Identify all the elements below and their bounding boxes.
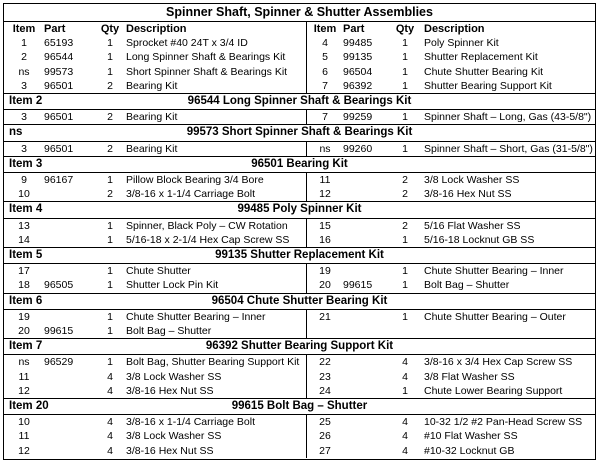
- item-cell: 25: [319, 416, 331, 429]
- qty-cell: Qty: [100, 23, 120, 35]
- part-cell: [44, 219, 102, 233]
- part-cell: 99615: [343, 279, 373, 292]
- section-title: 96392 Shutter Bearing Support Kit: [205, 340, 394, 353]
- section-header: [4, 201, 595, 217]
- item-cell: Item: [12, 23, 36, 35]
- description-cell: 3/8-16 x 1-1/4 Carriage Bolt: [126, 416, 255, 429]
- description-cell: 3/8 Flat Washer SS: [424, 370, 515, 383]
- part-cell: 99615: [44, 325, 74, 337]
- description-cell: 3/8 Lock Washer SS: [126, 430, 222, 443]
- section-header: [4, 293, 595, 309]
- parts-table: [3, 3, 596, 460]
- qty-cell: 1: [107, 37, 113, 50]
- part-cell: [44, 415, 102, 429]
- qty-cell: 2: [402, 188, 408, 201]
- qty-cell: 4: [402, 356, 408, 369]
- section-header: [4, 124, 595, 140]
- table-row: [4, 354, 595, 369]
- part-cell: 96505: [44, 279, 74, 292]
- description-cell: #10-32 Locknut GB: [424, 444, 515, 457]
- section-item-label: Item 4: [9, 203, 43, 216]
- description-cell: Description: [126, 23, 187, 35]
- part-cell: [44, 444, 102, 458]
- description-cell: 3/8 Lock Washer SS: [424, 174, 520, 186]
- item-cell: 1: [21, 37, 27, 50]
- item-cell: 3: [21, 79, 27, 92]
- description-cell: 3/8-16 x 3/4 Hex Cap Screw SS: [424, 356, 573, 369]
- part-cell: [343, 384, 399, 398]
- part-cell: [44, 370, 102, 384]
- part-cell: [343, 264, 399, 278]
- item-cell: 10: [18, 416, 30, 429]
- item-cell: 2: [21, 51, 27, 64]
- section-header: [4, 156, 595, 172]
- qty-cell: 1: [402, 65, 408, 78]
- item-cell: 17: [18, 265, 30, 278]
- part-cell: 99259: [343, 111, 373, 124]
- table-row: [4, 309, 595, 324]
- description-cell: #10 Flat Washer SS: [424, 430, 518, 443]
- section-item-label: Item 6: [9, 294, 43, 307]
- part-cell: [44, 429, 102, 443]
- qty-cell: 1: [402, 51, 408, 64]
- part-cell: [343, 310, 399, 324]
- section-item-label: Item 2: [9, 95, 43, 107]
- qty-cell: 4: [107, 430, 113, 443]
- description-cell: 3/8 Lock Washer SS: [126, 370, 222, 383]
- item-cell: 12: [18, 384, 30, 397]
- table-row: [4, 444, 595, 458]
- description-cell: Sprocket #40 24T x 3/4 ID: [126, 37, 248, 50]
- section-title: 99573 Short Spinner Shaft & Bearings Kit: [186, 126, 413, 139]
- description-cell: Shutter Lock Pin Kit: [126, 279, 219, 292]
- item-cell: 11: [18, 430, 30, 443]
- table-row: [4, 414, 595, 429]
- part-cell: 99573: [44, 65, 74, 78]
- qty-cell: 4: [107, 384, 113, 397]
- item-cell: 4: [322, 37, 328, 50]
- item-cell: 3: [21, 142, 27, 155]
- part-cell: [44, 233, 102, 247]
- part-cell: [343, 444, 399, 458]
- section-header: [4, 338, 595, 354]
- item-cell: 11: [319, 174, 331, 186]
- column-divider: [306, 172, 307, 201]
- section-title: 96504 Chute Shutter Bearing Kit: [211, 294, 388, 307]
- part-cell: [343, 415, 399, 429]
- qty-cell: 1: [107, 325, 113, 337]
- description-cell: Shutter Bearing Support Kit: [424, 79, 552, 92]
- section-item-label: Item 20: [9, 400, 49, 412]
- item-cell: 12: [18, 444, 30, 457]
- description-cell: Chute Shutter Bearing – Inner: [424, 265, 564, 278]
- section-title: 99615 Bolt Bag – Shutter: [231, 400, 368, 412]
- part-cell: 96501: [44, 79, 74, 92]
- qty-cell: 1: [402, 310, 408, 323]
- item-cell: 10: [18, 188, 30, 201]
- description-cell: Chute Shutter Bearing – Inner: [126, 310, 266, 323]
- item-cell: 9: [21, 174, 27, 186]
- item-cell: ns: [18, 356, 30, 369]
- part-cell: [44, 187, 102, 201]
- qty-cell: 4: [402, 416, 408, 429]
- qty-cell: 1: [107, 51, 113, 64]
- part-cell: 96544: [44, 51, 74, 64]
- column-divider: [306, 109, 307, 124]
- qty-cell: 1: [107, 356, 113, 369]
- description-cell: 3/8-16 Hex Nut SS: [126, 384, 214, 397]
- qty-cell: 1: [402, 279, 408, 292]
- item-cell: 5: [322, 51, 328, 64]
- qty-cell: 1: [402, 142, 408, 155]
- part-cell: Part: [343, 23, 365, 35]
- description-cell: Spinner Shaft – Short, Gas (31-5/8"): [424, 142, 593, 155]
- part-cell: 96529: [44, 356, 74, 369]
- item-cell: 7: [322, 111, 328, 124]
- description-cell: 5/16-18 Locknut GB SS: [424, 233, 535, 246]
- section-title: 99135 Shutter Replacement Kit: [215, 249, 384, 261]
- column-divider: [306, 414, 307, 458]
- description-cell: Bolt Bag, Shutter Bearing Support Kit: [126, 356, 300, 369]
- part-cell: [343, 187, 399, 201]
- description-cell: Pillow Block Bearing 3/4 Bore: [126, 174, 264, 186]
- qty-cell: 2: [402, 219, 408, 232]
- item-cell: 21: [319, 310, 331, 323]
- qty-cell: 4: [107, 444, 113, 457]
- item-cell: ns: [319, 142, 331, 155]
- item-cell: 3: [21, 111, 27, 124]
- item-cell: 22: [319, 356, 331, 369]
- section-item-label: Item 7: [9, 340, 43, 353]
- table-row: [4, 384, 595, 398]
- description-cell: Spinner, Black Poly – CW Rotation: [126, 219, 288, 232]
- item-cell: 20: [18, 325, 30, 337]
- description-cell: 3/8-16 Hex Nut SS: [126, 444, 214, 457]
- item-cell: 6: [322, 65, 328, 78]
- item-cell: 14: [18, 233, 30, 246]
- description-cell: Bearing Kit: [126, 79, 178, 92]
- qty-cell: Qty: [395, 23, 415, 35]
- table-row: [4, 141, 595, 156]
- description-cell: Bearing Kit: [126, 111, 178, 124]
- part-cell: [44, 310, 102, 324]
- description-cell: Bolt Bag – Shutter: [424, 279, 510, 292]
- description-cell: 5/16-18 x 2-1/4 Hex Cap Screw SS: [126, 233, 290, 246]
- section-item-label: Item 3: [9, 157, 43, 170]
- section-item-label: ns: [9, 126, 23, 139]
- item-cell: 19: [319, 265, 331, 278]
- qty-cell: 4: [107, 416, 113, 429]
- section-item-label: Item 5: [9, 249, 43, 261]
- qty-cell: 1: [107, 310, 113, 323]
- section-header: [4, 398, 595, 414]
- part-cell: 65193: [44, 37, 74, 50]
- qty-cell: 2: [107, 188, 113, 201]
- item-cell: 26: [319, 430, 331, 443]
- section-header: [4, 247, 595, 263]
- part-cell: [343, 233, 399, 247]
- part-cell: [44, 384, 102, 398]
- item-cell: 12: [319, 188, 331, 201]
- table-row: [4, 324, 595, 338]
- part-cell: 96167: [44, 174, 74, 186]
- table-row: [4, 429, 595, 443]
- item-cell: 11: [18, 370, 30, 383]
- column-divider: [306, 21, 307, 93]
- part-cell: [343, 355, 399, 369]
- table-row: [4, 370, 595, 384]
- section-header: [4, 93, 595, 109]
- table-row: [4, 233, 595, 247]
- table-row: [4, 36, 595, 50]
- table-row: [4, 79, 595, 93]
- description-cell: 3/8-16 x 1-1/4 Carriage Bolt: [126, 188, 255, 201]
- section-title: 99485 Poly Spinner Kit: [237, 203, 362, 216]
- qty-cell: 1: [107, 174, 113, 186]
- description-cell: 5/16 Flat Washer SS: [424, 219, 521, 232]
- part-cell: 99260: [343, 142, 373, 155]
- column-divider: [306, 309, 307, 338]
- column-header-row: [4, 21, 595, 36]
- item-cell: 7: [322, 79, 328, 92]
- qty-cell: 1: [107, 65, 113, 78]
- description-cell: [424, 324, 595, 338]
- description-cell: Chute Shutter Bearing Kit: [424, 65, 544, 78]
- item-cell: 16: [319, 233, 331, 246]
- qty-cell: 1: [107, 265, 113, 278]
- table-row: [4, 187, 595, 201]
- item-cell: 13: [18, 219, 30, 232]
- part-cell: Part: [44, 23, 66, 35]
- description-cell: 10-32 1/2 #2 Pan-Head Screw SS: [424, 416, 583, 429]
- description-cell: Chute Shutter Bearing – Outer: [424, 310, 566, 323]
- part-cell: 99135: [343, 51, 373, 64]
- part-cell: 96501: [44, 142, 74, 155]
- description-cell: Shutter Replacement Kit: [424, 51, 538, 64]
- qty-cell: 1: [402, 233, 408, 246]
- qty-cell: 4: [402, 430, 408, 443]
- table-row: [4, 109, 595, 124]
- description-cell: Poly Spinner Kit: [424, 37, 499, 50]
- table-row: [4, 218, 595, 233]
- qty-cell: 4: [402, 444, 408, 457]
- part-cell: 96501: [44, 111, 74, 124]
- item-cell: Item: [313, 23, 337, 35]
- item-cell: 15: [319, 219, 331, 232]
- description-cell: Spinner Shaft – Long, Gas (43-5/8"): [424, 111, 592, 124]
- qty-cell: 1: [402, 79, 408, 92]
- qty-cell: 1: [107, 279, 113, 292]
- description-cell: Bearing Kit: [126, 142, 178, 155]
- part-cell: 96392: [343, 79, 373, 92]
- part-cell: [343, 219, 399, 233]
- qty-cell: 1: [107, 219, 113, 232]
- item-cell: 20: [319, 279, 331, 292]
- column-divider: [306, 141, 307, 156]
- part-cell: [343, 370, 399, 384]
- part-cell: [343, 429, 399, 443]
- qty-cell: 1: [402, 111, 408, 124]
- description-cell: Chute Shutter: [126, 265, 191, 278]
- qty-cell: 2: [107, 142, 113, 155]
- qty-cell: 2: [402, 174, 408, 186]
- qty-cell: 1: [402, 265, 408, 278]
- table-row: [4, 278, 595, 292]
- item-cell: ns: [18, 65, 30, 78]
- description-cell: Bolt Bag – Shutter: [126, 325, 212, 337]
- qty-cell: [393, 324, 417, 338]
- description-cell: Long Spinner Shaft & Bearings Kit: [126, 51, 286, 64]
- part-cell: [343, 324, 399, 338]
- qty-cell: 4: [402, 370, 408, 383]
- table-row: [4, 263, 595, 278]
- item-cell: 27: [319, 444, 331, 457]
- part-cell: [44, 264, 102, 278]
- column-divider: [306, 218, 307, 247]
- part-cell: [343, 173, 399, 187]
- column-divider: [306, 354, 307, 398]
- qty-cell: 1: [107, 233, 113, 246]
- qty-cell: 4: [107, 370, 113, 383]
- description-cell: 3/8-16 Hex Nut SS: [424, 188, 512, 201]
- part-cell: 99485: [343, 37, 373, 50]
- item-cell: 23: [319, 370, 331, 383]
- section-title: 96501 Bearing Kit: [251, 157, 348, 170]
- qty-cell: 1: [402, 37, 408, 50]
- item-cell: 24: [319, 384, 331, 397]
- section-title: 96544 Long Spinner Shaft & Bearings Kit: [187, 95, 412, 107]
- page-title: Spinner Shaft, Spinner & Shutter Assemblies: [166, 5, 433, 19]
- description-cell: Chute Lower Bearing Support: [424, 384, 563, 397]
- column-divider: [306, 263, 307, 292]
- qty-cell: 2: [107, 111, 113, 124]
- description-cell: Short Spinner Shaft & Bearings Kit: [126, 65, 288, 78]
- item-cell: 18: [18, 279, 30, 292]
- item-cell: [309, 324, 341, 338]
- item-cell: 19: [18, 310, 30, 323]
- table-row: [4, 65, 595, 79]
- description-cell: Description: [424, 23, 485, 35]
- table-row: [4, 50, 595, 64]
- table-row: [4, 172, 595, 187]
- qty-cell: 2: [107, 79, 113, 92]
- qty-cell: 1: [402, 384, 408, 397]
- part-cell: 96504: [343, 65, 373, 78]
